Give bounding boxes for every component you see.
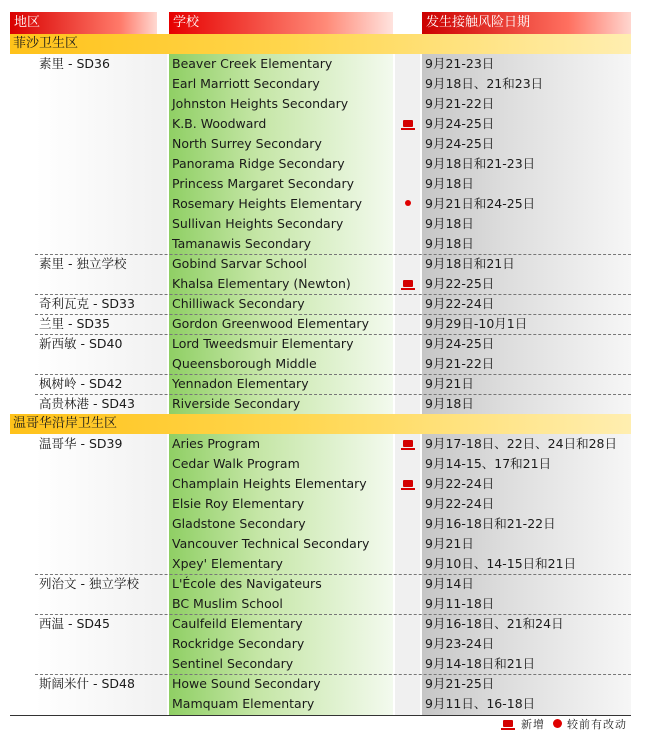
school-name: Yennadon Elementary [172,376,309,391]
district-name: 新西敏 - SD40 [39,336,123,351]
red-dot-icon [553,719,562,728]
school-name: Gordon Greenwood Elementary [172,316,369,331]
red-dot-icon [405,200,411,206]
school-name: Cedar Walk Program [172,456,300,471]
school-name: Riverside Secondary [172,396,301,411]
school-name: Tamanawis Secondary [172,236,312,251]
exposure-dates: 9月11日、16-18日 [425,696,536,711]
school-name: Rockridge Secondary [172,636,305,651]
district-name: 斯阔米什 - SD48 [39,676,135,691]
school-name: Elsie Roy Elementary [172,496,305,511]
school-name: Khalsa Elementary (Newton) [172,276,351,291]
header-school: 学校 [169,12,393,34]
exposure-dates: 9月22-24日 [425,496,495,511]
exposure-dates: 9月16-18日、21和24日 [425,616,564,631]
exposure-dates: 9月14-18日和21日 [425,656,536,671]
district-name: 列治文 - 独立学校 [39,576,139,591]
school-name: Mamquam Elementary [172,696,315,711]
school-name: Gladstone Secondary [172,516,306,531]
exposure-dates: 9月18日 [425,216,474,231]
exposure-dates: 9月21日 [425,376,474,391]
changed-marker [401,194,415,214]
school-name: Aries Program [172,436,261,451]
new-marker [401,474,415,494]
school-name: Vancouver Technical Secondary [172,536,370,551]
region-header: 菲沙卫生区 [10,34,631,54]
exposure-dates: 9月18日、21和23日 [425,76,544,91]
exposure-dates: 9月21-22日 [425,356,495,371]
laptop-icon [403,120,413,127]
table-bottom-rule [10,715,631,716]
exposure-dates: 9月21日和24-25日 [425,196,536,211]
school-exposure-table [10,10,631,716]
exposure-dates: 9月21日 [425,536,474,551]
exposure-dates: 9月24-25日 [425,116,495,131]
exposure-dates: 9月21-23日 [425,56,495,71]
school-name: Howe Sound Secondary [172,676,321,691]
school-name: Earl Marriott Secondary [172,76,320,91]
exposure-dates: 9月18日 [425,236,474,251]
new-marker [401,434,415,454]
school-name: Caulfeild Elementary [172,616,303,631]
new-marker [401,274,415,294]
school-name: Beaver Creek Elementary [172,56,333,71]
exposure-dates: 9月14日 [425,576,474,591]
district-name: 枫树岭 - SD42 [39,376,123,391]
school-name: Princess Margaret Secondary [172,176,355,191]
district-name: 西温 - SD45 [39,616,110,631]
school-name: K.B. Woodward [172,116,267,131]
group-divider [35,374,631,375]
exposure-dates: 9月29日-10月1日 [425,316,528,331]
exposure-dates: 9月11-18日 [425,596,495,611]
exposure-dates: 9月24-25日 [425,136,495,151]
laptop-icon [503,720,513,727]
school-name: Xpey' Elementary [172,556,283,571]
header-district: 地区 [10,12,157,34]
exposure-dates: 9月18日 [425,176,474,191]
laptop-icon [403,440,413,447]
exposure-dates: 9月22-24日 [425,476,495,491]
laptop-icon [403,280,413,287]
exposure-dates: 9月24-25日 [425,336,495,351]
exposure-dates: 9月21-25日 [425,676,495,691]
district-name: 素里 - SD36 [39,56,110,71]
exposure-dates: 9月16-18日和21-22日 [425,516,556,531]
exposure-dates: 9月18日和21日 [425,256,515,271]
school-name: Rosemary Heights Elementary [172,196,363,211]
school-name: North Surrey Secondary [172,136,322,151]
district-name: 奇利瓦克 - SD33 [39,296,135,311]
legend-new-label: 新增 [521,718,545,731]
exposure-dates: 9月10日、14-15日和21日 [425,556,577,571]
exposure-dates: 9月22-25日 [425,276,495,291]
header-date: 发生接触风险日期 [422,12,631,34]
exposure-dates: 9月18日和21-23日 [425,156,536,171]
school-name: Sentinel Secondary [172,656,294,671]
legend-changed-label: 较前有改动 [567,718,627,731]
region-header: 温哥华沿岸卫生区 [10,414,631,434]
legend [503,718,627,732]
exposure-dates: 9月21-22日 [425,96,495,111]
school-name: Panorama Ridge Secondary [172,156,345,171]
exposure-dates: 9月23-24日 [425,636,495,651]
school-name: L'École des Navigateurs [172,576,322,591]
school-name: BC Muslim School [172,596,283,611]
school-name: Johnston Heights Secondary [172,96,349,111]
school-name: Champlain Heights Elementary [172,476,367,491]
exposure-dates: 9月22-24日 [425,296,495,311]
district-name: 素里 - 独立学校 [39,256,127,271]
district-name: 温哥华 - SD39 [39,436,123,451]
exposure-dates: 9月18日 [425,396,474,411]
district-name: 高贵林港 - SD43 [39,396,135,411]
school-name: Queensborough Middle [172,356,317,371]
new-marker [401,114,415,134]
school-name: Lord Tweedsmuir Elementary [172,336,354,351]
school-name: Gobind Sarvar School [172,256,307,271]
laptop-icon [403,480,413,487]
district-name: 兰里 - SD35 [39,316,110,331]
exposure-dates: 9月14-15、17和21日 [425,456,552,471]
school-name: Chilliwack Secondary [172,296,305,311]
exposure-dates: 9月17-18日、22日、24日和28日 [425,436,617,451]
school-name: Sullivan Heights Secondary [172,216,344,231]
